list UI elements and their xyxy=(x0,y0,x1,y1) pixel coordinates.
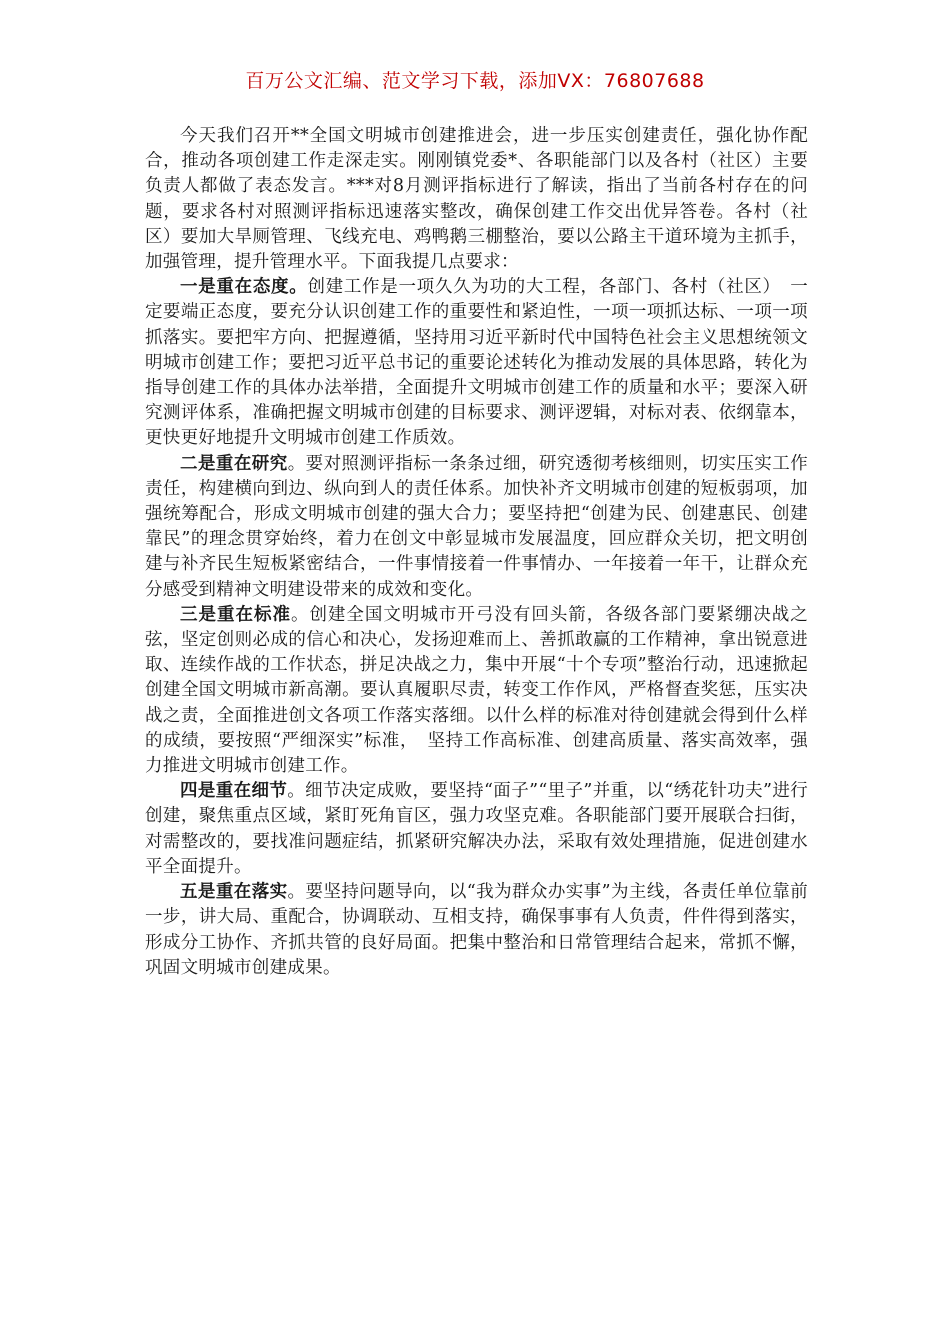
section-text: 。要对照测评指标一条条过细，研究透彻考核细则，切实压实工作责任，构建横向到边、纵向到人的责任体系。加快补齐文明城市创建的短板弱项，加强统筹配合，形成文明城市创建的强大合力；要坚持把“创建为民、创建惠民、创建靠民”的理念贯穿始终，着力在创文中彰显城市发展温度，回应群众关切，把文明创建与补齐民生短板紧密结合，一件事情接着一件事情办、一年接着一年干，让群众充分感受到精神文明建设带来的成效和变化。 xyxy=(145,453,808,600)
intro-paragraph: 今天我们召开**全国文明城市创建推进会，进一步压实创建责任，强化协作配合，推动各项创建工作走深走实。刚刚镇党委*、各职能部门以及各村（社区）主要负责人都做了表态发言。***对8月测评指标进行了解读，指出了当前各村存在的问题，要求各村对照测评指标迅速落实整改，确保创建工作交出优异答卷。各村（社区）要加大旱厕管理、飞线充电、鸡鸭鹅三棚整治，要以公路主干道环境为主抓手，加强管理，提升管理水平。下面我提几点要求： xyxy=(145,126,808,273)
section-text: 创建工作是一项久久为功的大工程，各部门、各村（社区） 一定要端正态度，要充分认识创建工作的重要性和紧迫性，一项一项抓达标、一项一项抓落实。要把牢方向、把握遵循，坚持用习近平新时代中国特色社会主义思想统领文明城市创建工作；要把习近平总书记的重要论述转化为推动发展的具体思路，转化为指导创建工作的具体办法举措，全面提升文明城市创建工作的质量和水平；要深入研究测评体系，准确把握文明城市创建的目标要求、测评逻辑，对标对表、依纲靠本，更快更好地提升文明城市创建工作质效。 xyxy=(145,277,808,449)
section-lead: 一是重在态度。 xyxy=(180,277,308,298)
section-paragraph xyxy=(145,779,808,880)
section-text: 。要坚持问题导向，以“我为群众办实事”为主线，各责任单位靠前一步，讲大局、重配合，协调联动、互相支持，确保事事有人负责，件件得到落实，形成分工协作、齐抓共管的良好局面。把集中整治和日常管理结合起来，常抓不懈，巩固文明城市创建成果。 xyxy=(145,882,808,978)
section-text: 。创建全国文明城市开弓没有回头箭，各级各部门要紧绷决战之弦，坚定创则必成的信心和决心，发扬迎难而上、善抓敢赢的工作精神，拿出锐意进取、连续作战的工作状态，拼足决战之力，集中开展“十个专项”整治行动，迅速掀起创建全国文明城市新高潮。要认真履职尽责，转变工作作风，严格督查奖惩，压实决战之责，全面推进创文各项工作落实落细。以什么样的标准对待创建就会得到什么样的成绩，要按照“严细深实”标准， 坚持工作高标准、创建高质量、落实高效率，强力推进文明城市创建工作。 xyxy=(145,604,808,777)
page-header-title: 百万公文汇编、范文学习下载，添加VX：76807688 xyxy=(245,70,705,92)
section-lead: 三是重在标准 xyxy=(180,604,291,625)
section-paragraph xyxy=(145,603,808,779)
section-paragraph xyxy=(145,452,808,603)
section-lead: 二是重在研究 xyxy=(180,453,288,474)
section-text: 。细节决定成败，要坚持“面子”“里子”并重，以“绣花针功夫”进行创建，聚焦重点区域，紧盯死角盲区，强力攻坚克难。各职能部门要开展联合扫街，对需整改的，要找准问题症结，抓紧研究解决办法，采取有效处理措施，促进创建水平全面提升。 xyxy=(145,781,808,877)
section-lead: 五是重在落实 xyxy=(180,882,288,903)
section-paragraph xyxy=(145,880,808,981)
document-body xyxy=(145,124,808,981)
section-paragraph xyxy=(145,275,808,451)
section-lead: 四是重在细节 xyxy=(180,781,288,802)
